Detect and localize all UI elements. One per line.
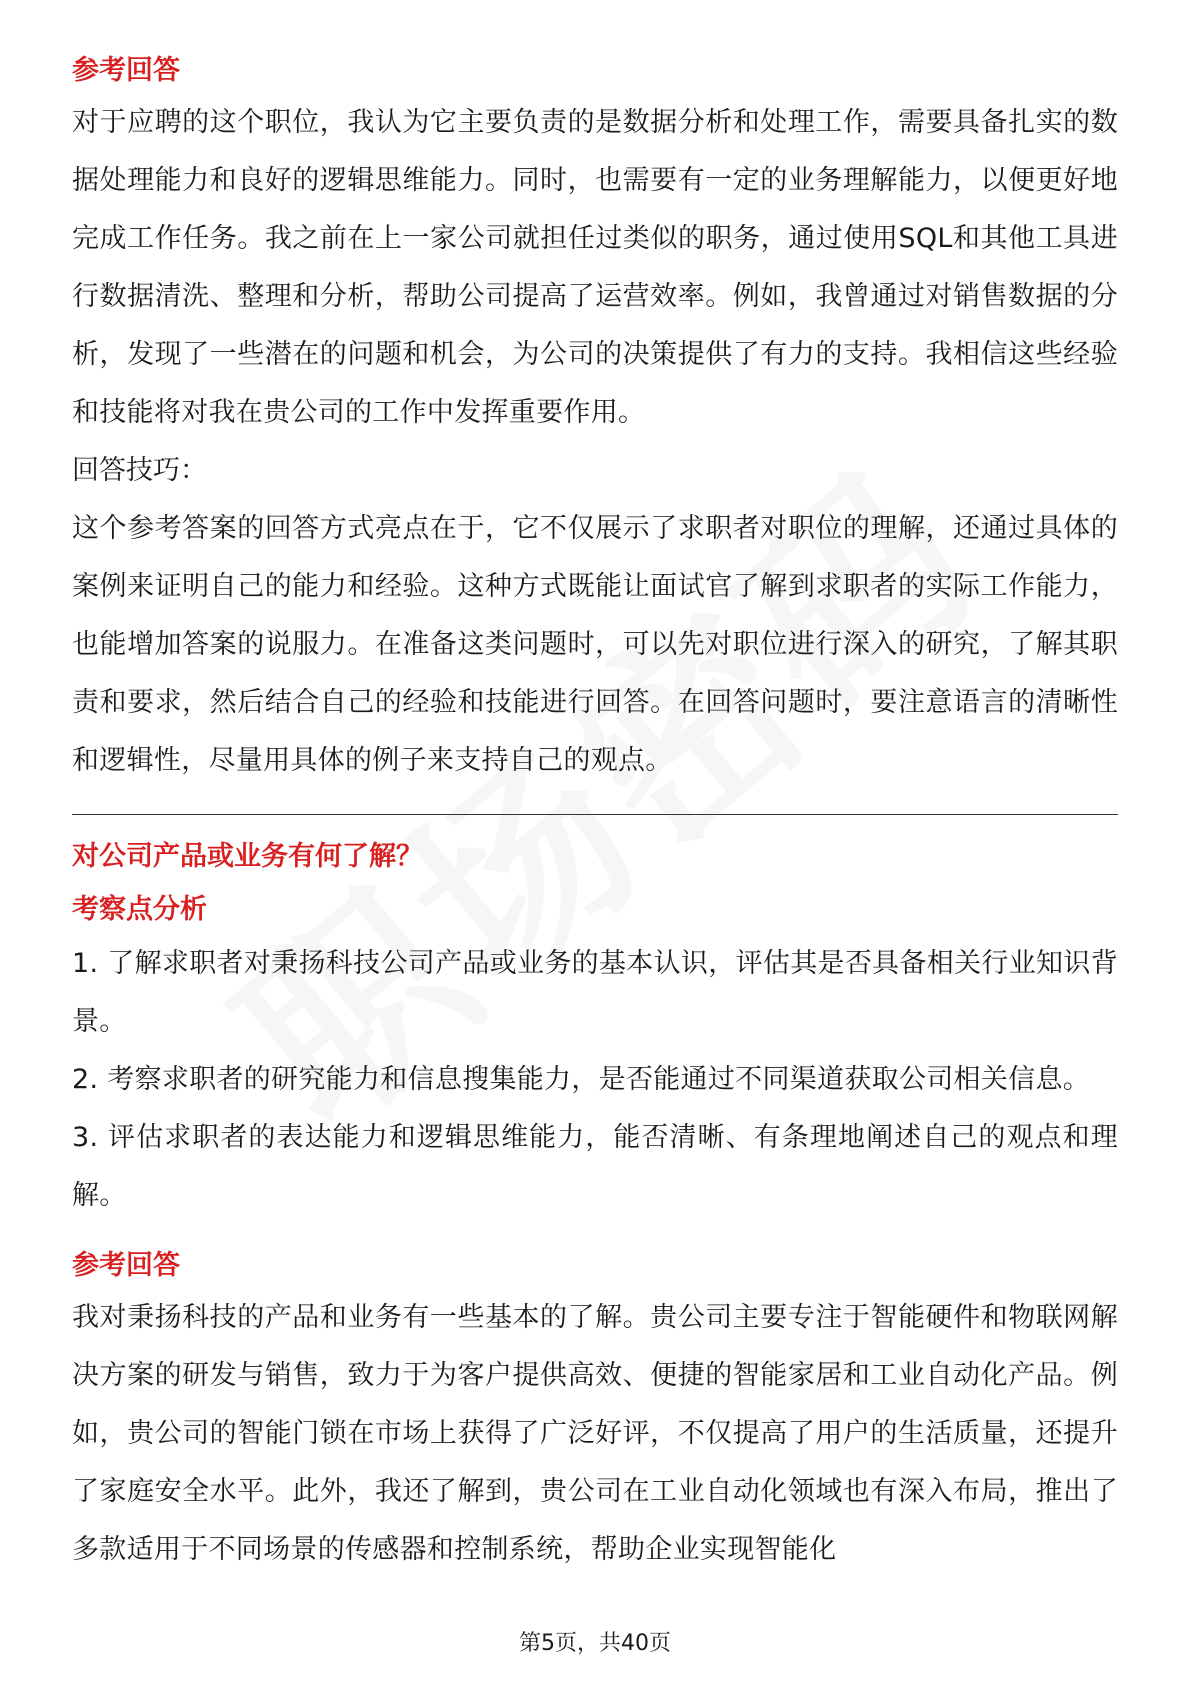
answer-heading-2: 参考回答: [72, 1250, 180, 1281]
section-divider: [72, 814, 1118, 815]
tips-label: 回答技巧：: [72, 455, 207, 486]
analysis-point-2: 2. 考察求职者的研究能力和信息搜集能力，是否能通过不同渠道获取公司相关信息。: [72, 1064, 1091, 1095]
question-heading: 对公司产品或业务有何了解？: [72, 841, 423, 872]
analysis-point-1: 1. 了解求职者对秉扬科技公司产品或业务的基本认识，评估其是否具备相关行业知识背景。: [72, 948, 1118, 1037]
page-number: 第5页，共40页: [519, 1631, 671, 1656]
answer-heading: 参考回答: [72, 55, 180, 86]
answer-paragraph: 对于应聘的这个职位，我认为它主要负责的是数据分析和处理工作，需要具备扎实的数据处理能力和良好的逻辑思维能力。同时，也需要有一定的业务理解能力，以便更好地完成工作任务。我之前在上一家公司就担任过类似的职务，通过使用SQL和其他工具进行数据清洗、整理和分析，帮助公司提高了运营效率。例如，我曾通过对销售数据的分析，发现了一些潜在的问题和机会，为公司的决策提供了有力的支持。我相信这些经验和技能将对我在贵公司的工作中发挥重要作用。: [72, 107, 1118, 428]
tips-paragraph: 这个参考答案的回答方式亮点在于，它不仅展示了求职者对职位的理解，还通过具体的案例来证明自己的能力和经验。这种方式既能让面试官了解到求职者的实际工作能力，也能增加答案的说服力。在准备这类问题时，可以先对职位进行深入的研究，了解其职责和要求，然后结合自己的经验和技能进行回答。在回答问题时，要注意语言的清晰性和逻辑性，尽量用具体的例子来支持自己的观点。: [72, 513, 1118, 776]
page-content: [72, 48, 1118, 1579]
analysis-point-3: 3. 评估求职者的表达能力和逻辑思维能力，能否清晰、有条理地阐述自己的观点和理解。: [72, 1122, 1118, 1211]
analysis-heading: 考察点分析: [72, 894, 207, 925]
answer-paragraph-2: 我对秉扬科技的产品和业务有一些基本的了解。贵公司主要专注于智能硬件和物联网解决方案的研发与销售，致力于为客户提供高效、便捷的智能家居和工业自动化产品。例如，贵公司的智能门锁在市场上获得了广泛好评，不仅提高了用户的生活质量，还提升了家庭安全水平。此外，我还了解到，贵公司在工业自动化领域也有深入布局，推出了多款适用于不同场景的传感器和控制系统，帮助企业实现智能化: [72, 1302, 1118, 1565]
